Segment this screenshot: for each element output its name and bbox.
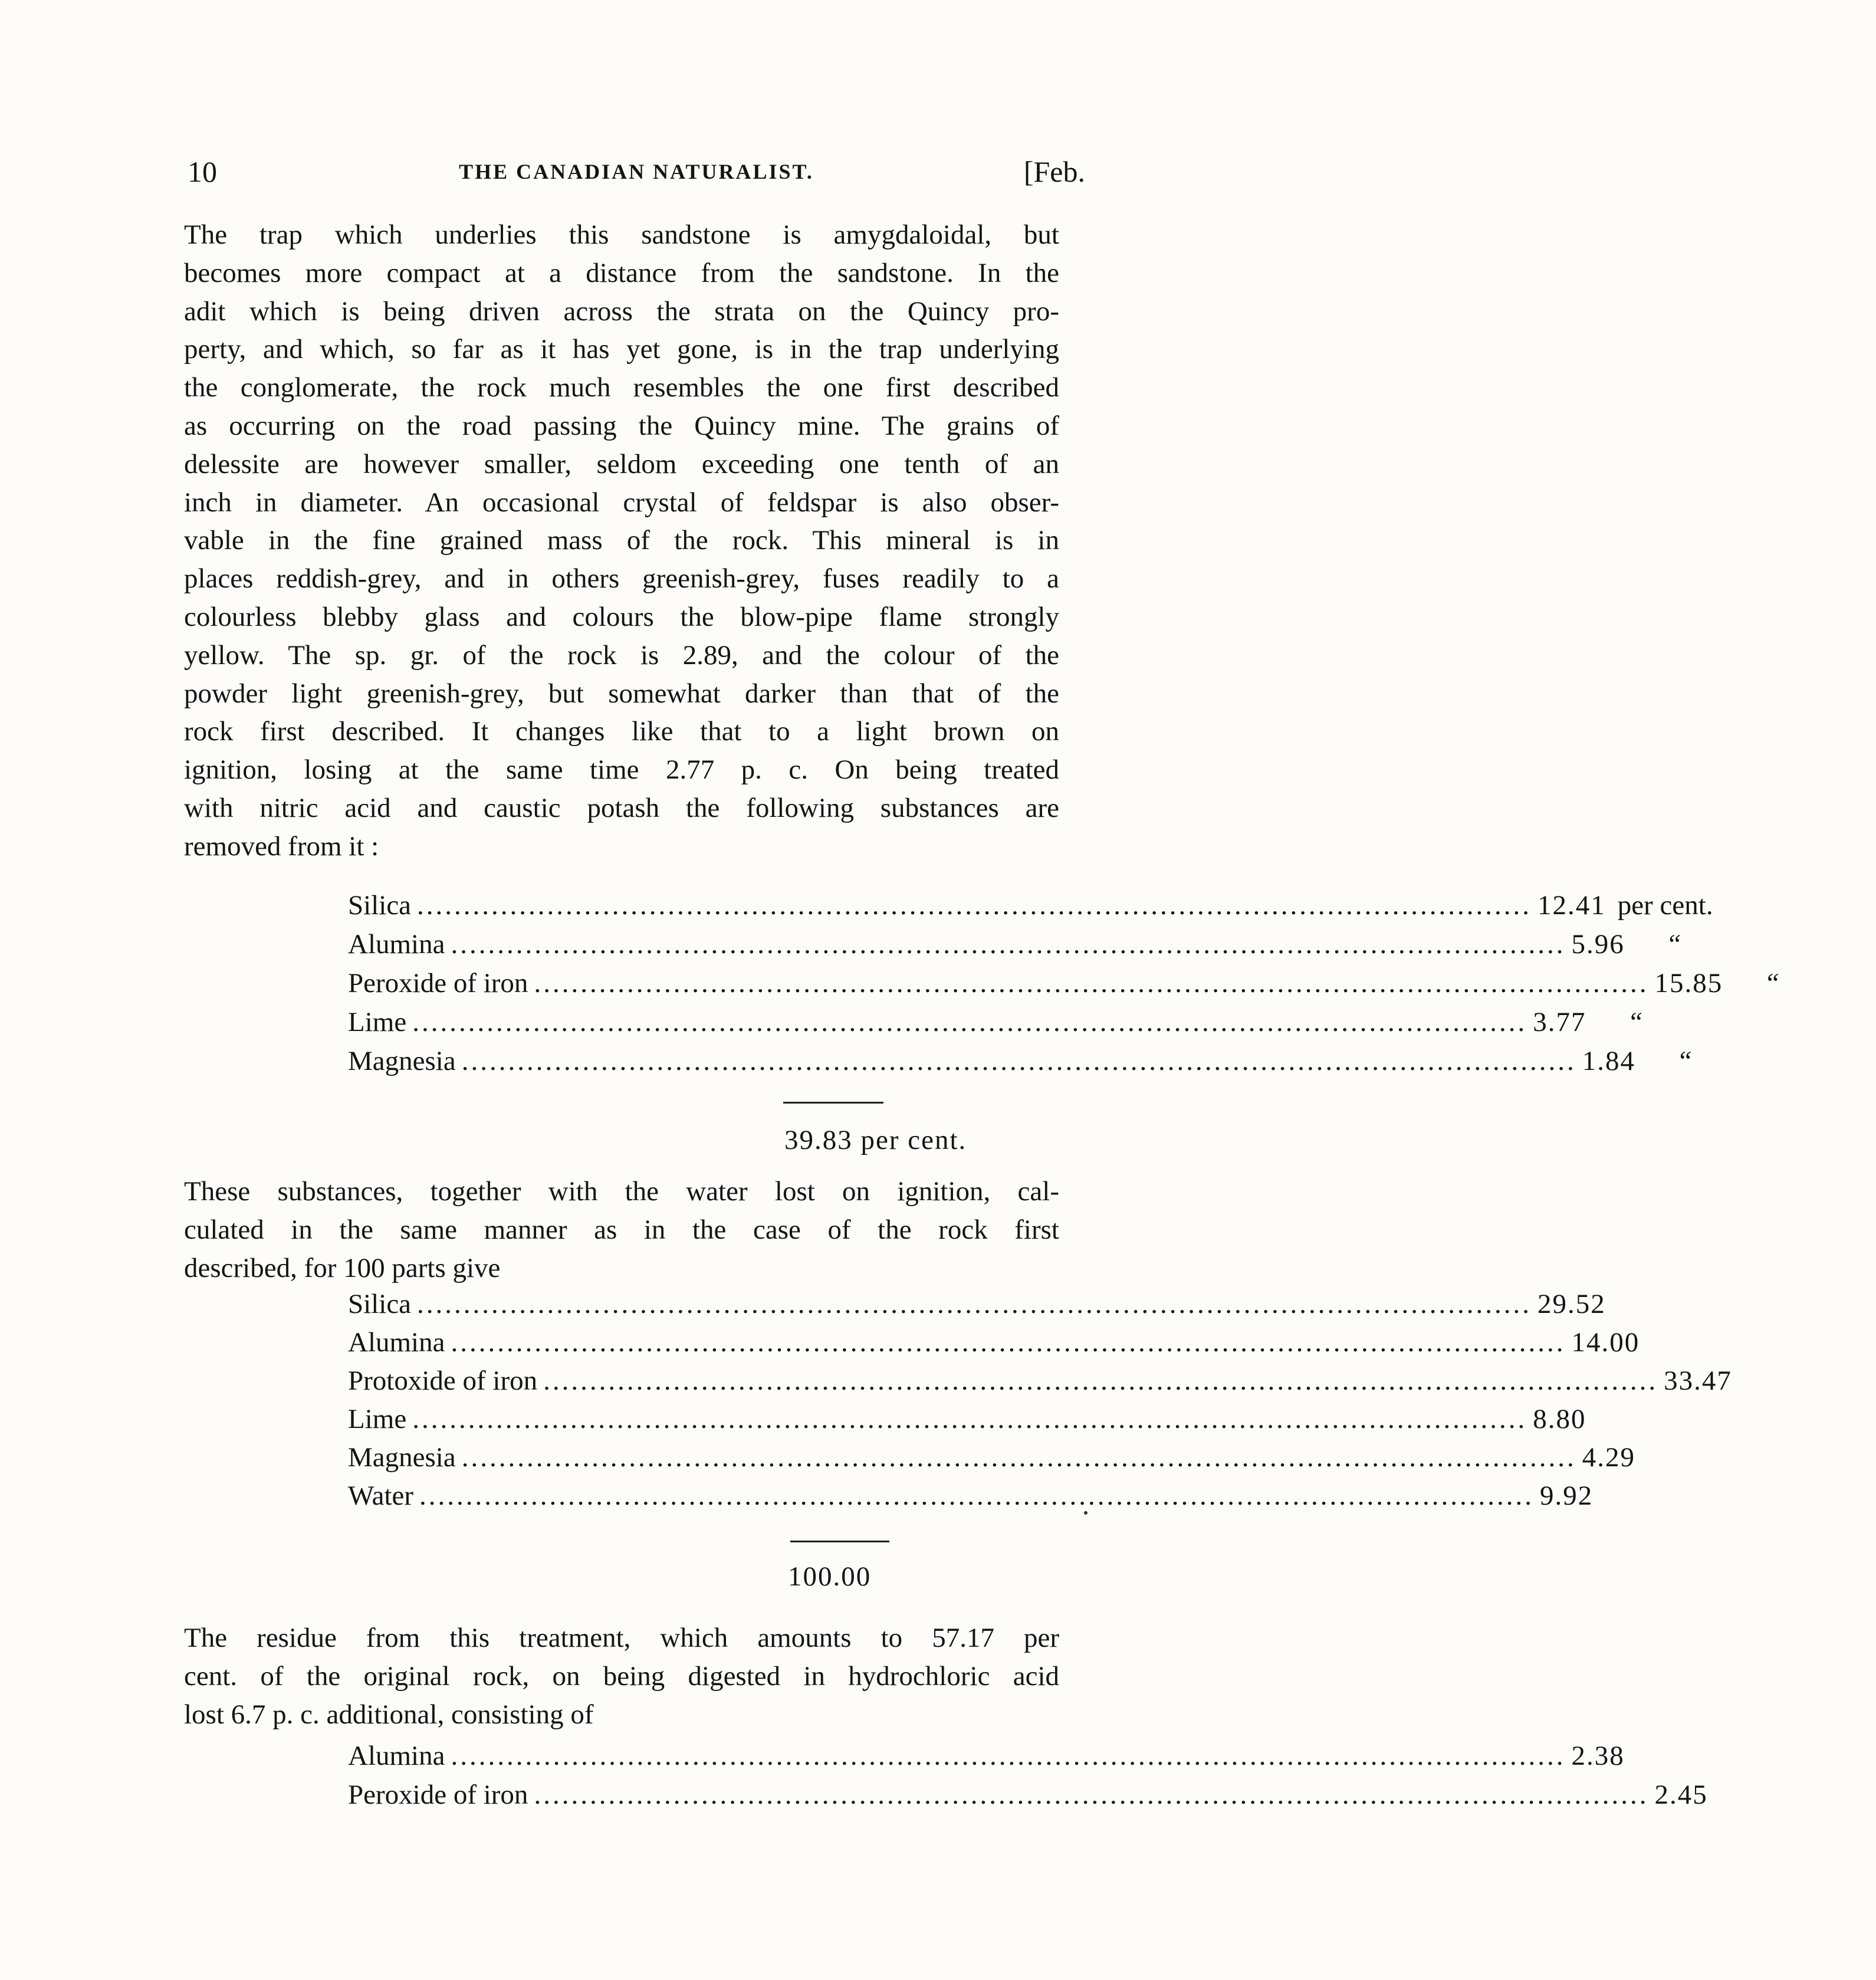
paragraph-residue bbox=[184, 1619, 1059, 1733]
dot-leader: ........................................................................................................................ bbox=[417, 1289, 1532, 1319]
text-line: adit which is being driven across the strata on the Quincy pro- bbox=[184, 295, 1059, 327]
dot-leader: ........................................................................................................................ bbox=[461, 1442, 1576, 1473]
text-line: rock first described. It changes like that to a light brown on bbox=[184, 716, 1059, 747]
substance-label: Magnesia bbox=[348, 1442, 456, 1473]
substance-value: 2.38 bbox=[1571, 1741, 1625, 1771]
substance-label: Silica bbox=[348, 1289, 412, 1319]
dot-leader: ........................................................................................................................ bbox=[451, 1327, 1566, 1358]
substance-label: Protoxide of iron bbox=[348, 1365, 538, 1396]
ditto-mark: “ bbox=[1627, 1007, 1643, 1037]
sum-rule bbox=[783, 1102, 883, 1104]
substance-value: 8.80 bbox=[1533, 1404, 1586, 1434]
table-row bbox=[348, 1326, 1640, 1365]
text-line: becomes more compact at a distance from the sandstone. In the bbox=[184, 257, 1059, 288]
dot-leader: ........................................................................................................................ bbox=[543, 1365, 1658, 1396]
dot-leader: ........................................................................................................................ bbox=[451, 1741, 1566, 1771]
ditto-mark: “ bbox=[1665, 929, 1681, 960]
substance-value: 12.41 bbox=[1537, 890, 1606, 921]
substance-value: 4.29 bbox=[1582, 1442, 1635, 1473]
text-line: yellow. The sp. gr. of the rock is 2.89, and the colour of the bbox=[184, 639, 1059, 671]
substance-value: 1.84 bbox=[1582, 1046, 1635, 1076]
text-line: the conglomerate, the rock much resembles the one first described bbox=[184, 372, 1059, 403]
text-line: as occurring on the road passing the Quincy mine. The grains of bbox=[184, 410, 1059, 441]
substance-label: Alumina bbox=[348, 929, 445, 960]
text-line: cent. of the original rock, on being digested in hydrochloric acid bbox=[184, 1660, 1059, 1692]
sum-rule bbox=[790, 1541, 889, 1542]
table-row bbox=[348, 1779, 1708, 1818]
text-line: colourless blebby glass and colours the blow-pipe flame strongly bbox=[184, 601, 1059, 632]
text-line: with nitric acid and caustic potash the following substances are bbox=[184, 792, 1059, 823]
table-row bbox=[348, 1740, 1625, 1779]
text-line: removed from it : bbox=[184, 830, 379, 862]
substance-value: 9.92 bbox=[1540, 1480, 1594, 1511]
text-line: ignition, losing at the same time 2.77 p. c. On being treated bbox=[184, 754, 1059, 786]
substance-label: Magnesia bbox=[348, 1046, 456, 1076]
unit-label: per cent. bbox=[1617, 890, 1713, 921]
substance-value: 2.45 bbox=[1654, 1779, 1708, 1810]
substance-label: Alumina bbox=[348, 1741, 445, 1771]
table-row bbox=[348, 889, 1713, 928]
dot-leader: ........................................................................................................................ bbox=[412, 1404, 1527, 1434]
table-row bbox=[348, 1403, 1586, 1442]
substance-label: Water bbox=[348, 1480, 414, 1511]
table-row bbox=[348, 1480, 1594, 1519]
substance-value: 3.77 bbox=[1533, 1007, 1586, 1037]
text-line: perty, and which, so far as it has yet gone, is in the trap underlying bbox=[184, 334, 1059, 365]
dot-leader: ........................................................................................................................ bbox=[451, 929, 1566, 960]
table1-total: 39.83 per cent. bbox=[784, 1125, 967, 1155]
paragraph-calculated-parts bbox=[184, 1173, 1059, 1287]
paragraph-trap-description bbox=[184, 216, 1059, 866]
text-line: The trap which underlies this sandstone is amygdaloidal, but bbox=[184, 219, 1059, 250]
substance-value: 29.52 bbox=[1537, 1289, 1606, 1319]
text-line: culated in the same manner as in the case of the rock first bbox=[184, 1214, 1059, 1245]
dot-leader: ........................................................................................................................ bbox=[534, 1779, 1649, 1810]
text-line: delessite are however smaller, seldom exceeding one tenth of an bbox=[184, 448, 1059, 480]
substance-value: 33.47 bbox=[1664, 1365, 1732, 1396]
table-row bbox=[348, 1365, 1732, 1404]
substance-label: Lime bbox=[348, 1404, 407, 1434]
dot-leader: ........................................................................................................................ bbox=[419, 1480, 1535, 1511]
ditto-mark: “ bbox=[1764, 968, 1780, 999]
text-line: These substances, together with the water lost on ignition, cal- bbox=[184, 1176, 1059, 1207]
text-line: described, for 100 parts give bbox=[184, 1252, 501, 1283]
text-line: lost 6.7 p. c. additional, consisting of bbox=[184, 1699, 594, 1730]
table-row bbox=[348, 967, 1780, 1006]
substance-label: Peroxide of iron bbox=[348, 968, 528, 999]
dot-leader: ........................................................................................................................ bbox=[461, 1046, 1576, 1076]
table-row bbox=[348, 1442, 1635, 1480]
table-row bbox=[348, 1288, 1606, 1327]
substance-value: 15.85 bbox=[1654, 968, 1723, 999]
text-line: places reddish-grey, and in others greenish-grey, fuses readily to a bbox=[184, 563, 1059, 595]
substance-value: 5.96 bbox=[1571, 929, 1625, 960]
page-number: 10 bbox=[188, 155, 217, 188]
journal-title: THE CANADIAN NATURALIST. bbox=[459, 160, 814, 183]
text-line: The residue from this treatment, which amounts to 57.17 per bbox=[184, 1623, 1059, 1653]
table-row bbox=[348, 1045, 1693, 1084]
text-line: powder light greenish-grey, but somewhat darker than that of the bbox=[184, 678, 1059, 709]
page-speck bbox=[1084, 1511, 1088, 1515]
substance-label: Lime bbox=[348, 1007, 407, 1037]
table-row bbox=[348, 1006, 1643, 1045]
dot-leader: ........................................................................................................................ bbox=[412, 1007, 1527, 1037]
substance-label: Peroxide of iron bbox=[348, 1779, 528, 1810]
table2-total: 100.00 bbox=[788, 1561, 872, 1592]
dot-leader: ........................................................................................................................ bbox=[417, 890, 1532, 921]
substance-label: Alumina bbox=[348, 1327, 445, 1358]
substance-value: 14.00 bbox=[1571, 1327, 1640, 1358]
text-line: inch in diameter. An occasional crystal of feldspar is also obser- bbox=[184, 487, 1059, 518]
ditto-mark: “ bbox=[1676, 1046, 1693, 1076]
substance-label: Silica bbox=[348, 890, 412, 921]
dot-leader: ........................................................................................................................ bbox=[534, 968, 1649, 999]
table-row bbox=[348, 928, 1681, 967]
running-header bbox=[188, 155, 1085, 196]
text-line: vable in the fine grained mass of the rock. This mineral is in bbox=[184, 525, 1059, 556]
issue-month: [Feb. bbox=[1023, 155, 1085, 188]
